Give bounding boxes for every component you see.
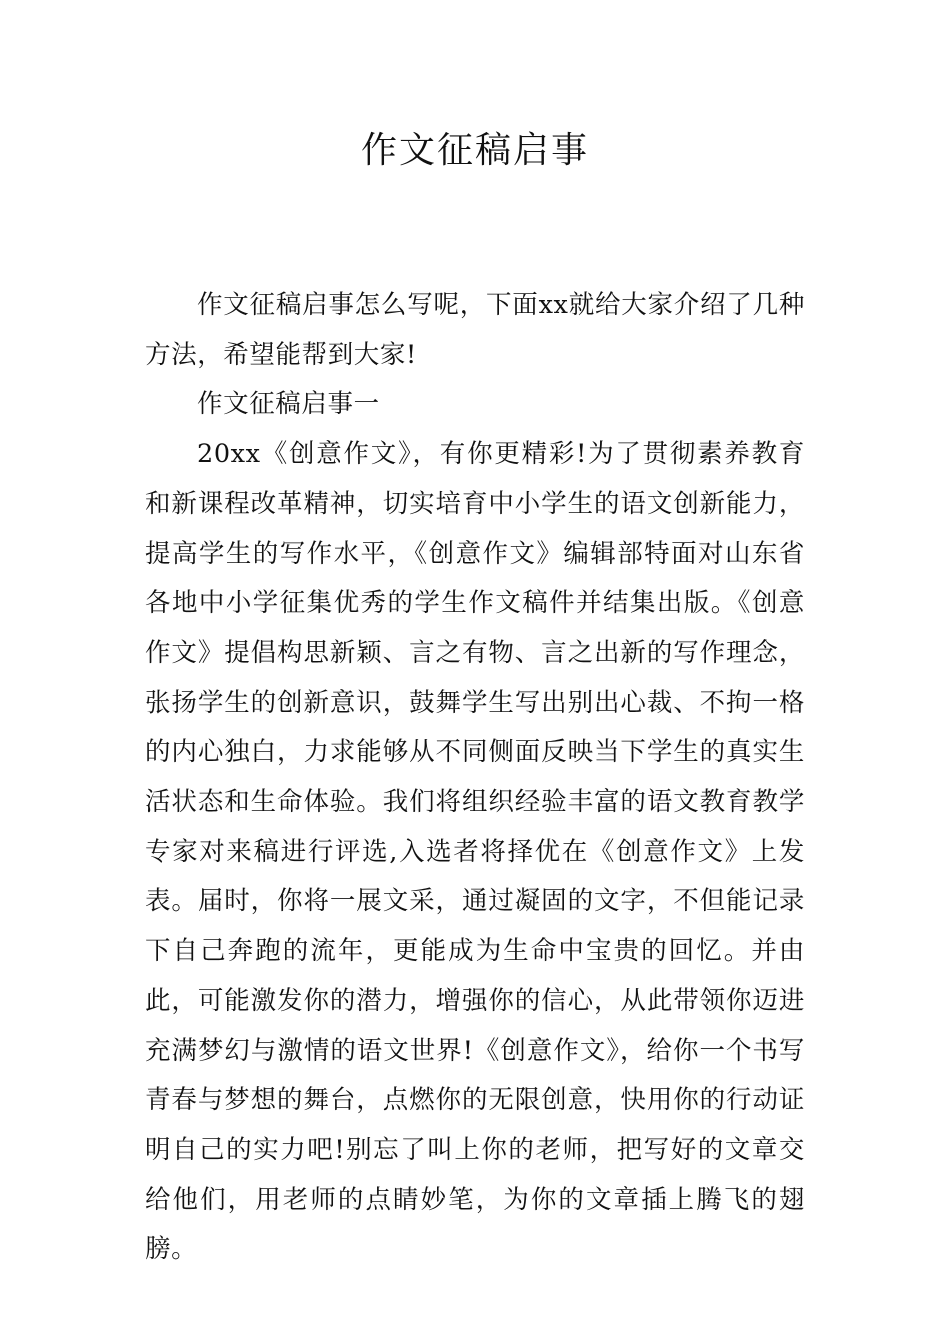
document-title: 作文征稿启事 (360, 130, 589, 171)
intro-paragraph: 作文征稿启事怎么写呢，下面xx就给大家介绍了几种方法，希望能帮到大家! (145, 290, 805, 370)
section-heading: 作文征稿启事一 (197, 389, 380, 420)
body-paragraph: 20xx《创意作文》，有你更精彩!为了贯彻素养教育和新课程改革精神，切实培育中小学生的语文创新能力，提高学生的写作水平，《创意作文》编辑部特面对山东省各地中小学征集优秀的学生作文稿件并结集出版。《创意作文》提倡构思新颖、言之有物、言之出新的写作理念，张扬学生的创新意识，鼓舞学生写出别出心裁、不拘一格的内心独白，力求能够从不同侧面反映当下学生的真实生活状态和生命体验。我们将组织经验丰富的语文教育教学专家对来稿进行评选,入选者将择优在《创意作文》上发表。届时，你将一展文采，通过凝固的文字，不但能记录下自己奔跑的流年，更能成为生命中宝贵的回忆。并由此，可能激发你的潜力，增强你的信心，从此带领你迈进充满梦幻与激情的语文世界!《创意作文》，给你一个书写青春与梦想的舞台，点燃你的无限创意，快用你的行动证明自己的实力吧!别忘了叫上你的老师，把写好的文章交给他们，用老师的点睛妙笔，为你的文章插上腾飞的翅膀。 (145, 439, 805, 1265)
document-body (145, 281, 805, 1275)
